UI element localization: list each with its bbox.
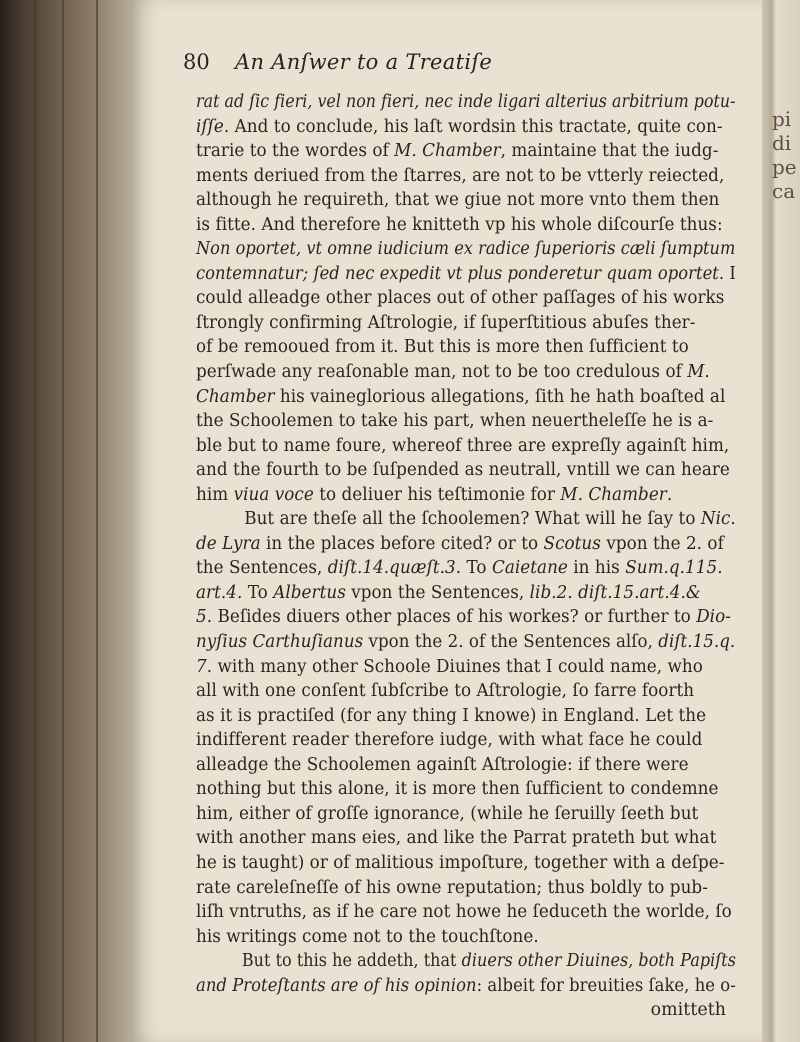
text-line: his writings come not to the touchſtone. <box>196 926 539 947</box>
text-line: him, either of groſſe ignorance, (while he ſeruilly ſeeth but <box>196 803 699 824</box>
text-line: de Lyra in the places before cited? or to Scotus vpon the 2. of <box>196 533 724 554</box>
text-line: contemnatur; ſed nec expedit vt plus ponderetur quam oportet. I <box>196 263 736 284</box>
text-line: art.4. To Albertus vpon the Sentences, lib.2. diſt.15.art.4.& <box>196 582 701 603</box>
text-line: ments deriued from the ſtarres, are not to be vtterly reiected, <box>196 165 725 186</box>
gutter-edge-line <box>62 0 64 1042</box>
text-line: Chamber his vaineglorious allegations, ſith he hath boaſted al <box>196 386 726 407</box>
text-line: the Schoolemen to take his part, when neuertheleſſe he is a- <box>196 411 714 432</box>
catchword: omitteth <box>650 1000 726 1021</box>
running-head <box>183 50 755 80</box>
text-line: of be remooued from it. But this is more then ſufficient to <box>196 337 689 358</box>
bleed-through-text: di <box>772 131 792 155</box>
text-line: with another mans eies, and like the Parrat prateth but what <box>196 828 717 849</box>
text-line: trarie to the wordes of M. Chamber, maintaine that the iudg- <box>196 141 719 162</box>
text-line: rate careleſneſſe of his owne reputation; thus boldly to pub- <box>196 877 708 898</box>
text-line: Non oportet, vt omne iudicium ex radice ſuperioris cæli ſumptum <box>196 239 736 260</box>
text-line: ble but to name foure, whereof three are expreſly againſt him, <box>196 435 730 456</box>
bleed-through-text: pi <box>772 107 792 131</box>
text-line: But to this he addeth, that diuers other Diuines, both Papiſts <box>241 951 736 972</box>
gutter-edge-line <box>34 0 36 1042</box>
text-line: and Proteſtants are of his opinion: albeit for breuities ſake, he o- <box>196 975 736 996</box>
text-line: indifferent reader therefore iudge, with what face he could <box>196 730 703 751</box>
text-line: him viua voce to deliuer his teſtimonie for M. Chamber. <box>196 484 673 505</box>
text-line: 7. with many other Schoole Diuines that I could name, who <box>196 656 703 677</box>
text-line: he is taught) or of malitious impoſture, together with a deſpe- <box>196 852 725 873</box>
running-title: An Anſwer to a Treatiſe <box>235 50 493 74</box>
text-line: iſſe. And to conclude, his laſt wordsin this tractate, quite con- <box>196 116 723 137</box>
text-line: and the fourth to be ſuſpended as neutrall, vntill we can heare <box>196 460 730 481</box>
text-line: nyſius Carthuſianus vpon the 2. of the Sentences alſo, diſt.15.q. <box>196 632 736 653</box>
text-line: nothing but this alone, it is more then ſufficient to condemne <box>196 779 719 800</box>
page-number: 80 <box>183 50 210 74</box>
text-line: ſtrongly confirming Aſtrologie, if ſuperſtitious abuſes ther- <box>196 312 696 333</box>
gutter-edge-line <box>96 0 98 1042</box>
text-line: 5. Beſides diuers other places of his workes? or further to Dio- <box>196 607 731 628</box>
text-line: is fitte. And therefore he knitteth vp his whole diſcourſe thus: <box>196 214 723 235</box>
text-line: could alleadge other places out of other paſſages of his works <box>196 288 725 309</box>
bleed-through-text: pe <box>772 155 797 179</box>
text-line: alleadge the Schoolemen againſt Aſtrologie: if there were <box>196 754 689 775</box>
book-gutter <box>0 0 150 1042</box>
text-line: although he requireth, that we giue not more vnto them then <box>196 190 720 211</box>
text-line: the Sentences, diſt.14.quæſt.3. To Caietane in his Sum.q.115. <box>196 558 723 579</box>
text-line: rat ad ſic fieri, vel non fieri, nec inde ligari alterius arbitrium potu- <box>196 92 736 112</box>
text-line: perſwade any reaſonable man, not to be too credulous of M. <box>196 362 710 383</box>
text-line: as it is practiſed (for any thing I knowe) in England. Let the <box>196 705 707 726</box>
text-line: all with one conſent ſubſcribe to Aſtrologie, ſo farre foorth <box>196 681 695 702</box>
bleed-through-text: ca <box>772 179 796 203</box>
text-line: But are theſe all the ſchoolemen? What will he ſay to Nic. <box>244 509 736 530</box>
body-text <box>196 90 756 1023</box>
text-line: liſh vntruths, as if he care not howe he ſeduceth the worlde, ſo <box>196 902 732 923</box>
